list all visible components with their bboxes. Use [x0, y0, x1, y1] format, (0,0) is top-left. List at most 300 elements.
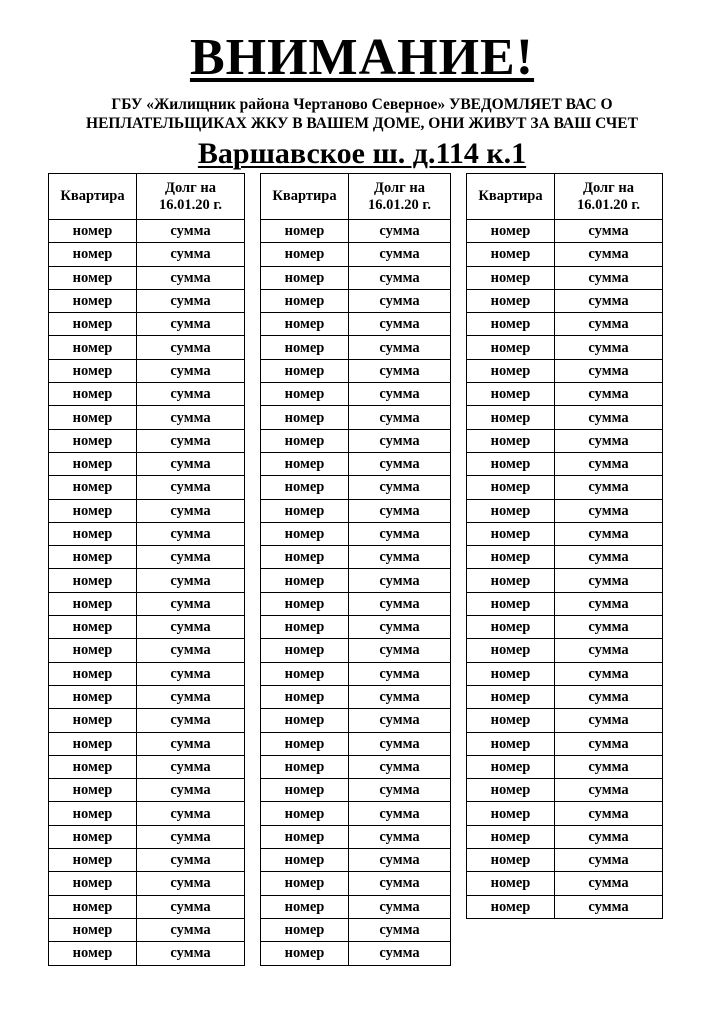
debt-cell: сумма: [349, 592, 451, 615]
apartment-cell: номер: [467, 825, 555, 848]
table-row: [467, 755, 663, 778]
debt-cell: сумма: [349, 336, 451, 359]
apartment-cell: номер: [49, 662, 137, 685]
apartment-cell: номер: [467, 616, 555, 639]
table-row: [261, 359, 451, 382]
table-row: [49, 452, 245, 475]
debt-cell: сумма: [137, 662, 245, 685]
apartment-cell: номер: [467, 499, 555, 522]
debt-cell: сумма: [555, 406, 663, 429]
apartment-cell: номер: [467, 476, 555, 499]
table-row: [467, 825, 663, 848]
table-row: [49, 616, 245, 639]
table-header-row: [261, 174, 451, 220]
debt-cell: сумма: [137, 942, 245, 965]
apartment-cell: номер: [261, 499, 349, 522]
apartment-cell: номер: [49, 616, 137, 639]
debt-cell: сумма: [137, 429, 245, 452]
table-row: [467, 383, 663, 406]
apartment-cell: номер: [261, 476, 349, 499]
debt-cell: сумма: [555, 802, 663, 825]
debt-cell: сумма: [349, 266, 451, 289]
debt-cell: сумма: [555, 685, 663, 708]
table-row: [49, 802, 245, 825]
table-row: [467, 849, 663, 872]
table-row: [467, 266, 663, 289]
table-row: [261, 569, 451, 592]
table-row: [261, 779, 451, 802]
page-title: [0, 30, 724, 86]
table-row: [49, 779, 245, 802]
apartment-cell: номер: [467, 709, 555, 732]
apartment-cell: номер: [49, 243, 137, 266]
debt-cell: сумма: [137, 895, 245, 918]
table-row: [467, 569, 663, 592]
apartment-cell: номер: [261, 802, 349, 825]
table-row: [261, 289, 451, 312]
apartment-cell: номер: [261, 732, 349, 755]
table-row: [467, 662, 663, 685]
debt-cell: сумма: [349, 522, 451, 545]
table-row: [261, 220, 451, 243]
apartment-cell: номер: [49, 220, 137, 243]
table-row: [49, 825, 245, 848]
debt-cell: сумма: [555, 616, 663, 639]
table-row: [467, 895, 663, 918]
debt-cell: сумма: [555, 452, 663, 475]
table-row: [261, 755, 451, 778]
apartment-cell: номер: [49, 406, 137, 429]
apartment-cell: номер: [49, 709, 137, 732]
debt-cell: сумма: [137, 616, 245, 639]
debt-cell: сумма: [555, 849, 663, 872]
notice-line-1: ГБУ «Жилищник района Чертаново Северное» УВЕДОМЛЯЕТ ВАС О: [111, 96, 613, 113]
debt-cell: сумма: [349, 406, 451, 429]
table-row: [49, 918, 245, 941]
apartment-cell: номер: [49, 289, 137, 312]
apartment-cell: номер: [49, 918, 137, 941]
debt-cell: сумма: [137, 289, 245, 312]
apartment-cell: номер: [467, 546, 555, 569]
debt-cell: сумма: [555, 895, 663, 918]
debt-cell: сумма: [349, 825, 451, 848]
debt-cell: сумма: [349, 452, 451, 475]
apartment-cell: номер: [467, 243, 555, 266]
table-row: [261, 616, 451, 639]
apartment-cell: номер: [49, 383, 137, 406]
debt-cell: сумма: [349, 639, 451, 662]
table-row: [261, 383, 451, 406]
table-header-row: [49, 174, 245, 220]
table-row: [467, 685, 663, 708]
table-row: [261, 499, 451, 522]
debt-cell: сумма: [137, 243, 245, 266]
apartment-cell: номер: [49, 313, 137, 336]
apartment-cell: номер: [261, 709, 349, 732]
apartment-cell: номер: [261, 383, 349, 406]
debt-cell: сумма: [555, 755, 663, 778]
apartment-cell: номер: [49, 895, 137, 918]
table-row: [261, 942, 451, 965]
apartment-cell: номер: [467, 266, 555, 289]
table-row: [49, 289, 245, 312]
apartment-column-header: Квартира: [49, 174, 137, 220]
table-row: [261, 476, 451, 499]
debt-cell: сумма: [349, 243, 451, 266]
table-row: [261, 522, 451, 545]
table-row: [261, 336, 451, 359]
debt-cell: сумма: [137, 313, 245, 336]
apartment-cell: номер: [49, 522, 137, 545]
table-row: [467, 452, 663, 475]
table-row: [49, 872, 245, 895]
debt-cell: сумма: [349, 732, 451, 755]
apartment-cell: номер: [467, 569, 555, 592]
debt-cell: сумма: [349, 662, 451, 685]
debt-column-header: Долг на 16.01.20 г.: [555, 174, 663, 220]
table-row: [49, 266, 245, 289]
debt-cell: сумма: [137, 569, 245, 592]
apartment-cell: номер: [261, 942, 349, 965]
apartment-cell: номер: [261, 755, 349, 778]
table-row: [49, 383, 245, 406]
debt-cell: сумма: [137, 476, 245, 499]
table-row: [261, 918, 451, 941]
debt-cell: сумма: [349, 849, 451, 872]
table-row: [49, 476, 245, 499]
debt-cell: сумма: [555, 639, 663, 662]
table-row: [49, 685, 245, 708]
debt-cell: сумма: [555, 313, 663, 336]
table-row: [261, 872, 451, 895]
apartment-cell: номер: [467, 289, 555, 312]
table-row: [49, 243, 245, 266]
debt-cell: сумма: [137, 732, 245, 755]
debt-cell: сумма: [349, 918, 451, 941]
table-row: [467, 732, 663, 755]
table-row: [49, 639, 245, 662]
table-row: [49, 336, 245, 359]
debt-cell: сумма: [555, 522, 663, 545]
page-title-text: ВНИМАНИЕ!: [189, 29, 535, 86]
debt-cell: сумма: [137, 546, 245, 569]
table-row: [467, 709, 663, 732]
apartment-cell: номер: [261, 429, 349, 452]
apartment-cell: номер: [49, 429, 137, 452]
debt-cell: сумма: [137, 499, 245, 522]
debt-cell: сумма: [349, 289, 451, 312]
debt-cell: сумма: [555, 220, 663, 243]
apartment-cell: номер: [467, 779, 555, 802]
apartment-cell: номер: [261, 639, 349, 662]
apartment-cell: номер: [49, 336, 137, 359]
debt-cell: сумма: [349, 546, 451, 569]
debtor-table-1: [48, 173, 245, 966]
table-header-row: [467, 174, 663, 220]
table-row: [261, 452, 451, 475]
debt-cell: сумма: [349, 942, 451, 965]
debt-cell: сумма: [137, 522, 245, 545]
apartment-cell: номер: [261, 546, 349, 569]
apartment-cell: номер: [467, 639, 555, 662]
apartment-cell: номер: [49, 452, 137, 475]
apartment-cell: номер: [49, 755, 137, 778]
table-row: [467, 220, 663, 243]
apartment-cell: номер: [261, 359, 349, 382]
debt-cell: сумма: [137, 755, 245, 778]
address-text: Варшавское ш. д.114 к.1: [197, 137, 527, 170]
debt-cell: сумма: [349, 383, 451, 406]
debt-cell: сумма: [137, 592, 245, 615]
debt-column-header: Долг на 16.01.20 г.: [137, 174, 245, 220]
apartment-cell: номер: [261, 662, 349, 685]
table-row: [467, 872, 663, 895]
apartment-cell: номер: [467, 755, 555, 778]
debt-cell: сумма: [555, 732, 663, 755]
table-row: [467, 359, 663, 382]
debt-cell: сумма: [555, 266, 663, 289]
table-row: [49, 709, 245, 732]
notice-line-2: НЕПЛАТЕЛЬЩИКАХ ЖКУ В ВАШЕМ ДОМЕ, ОНИ ЖИВУТ ЗА ВАШ СЧЕТ: [86, 115, 638, 132]
apartment-cell: номер: [467, 802, 555, 825]
apartment-cell: номер: [49, 872, 137, 895]
table-row: [261, 825, 451, 848]
apartment-cell: номер: [49, 592, 137, 615]
apartment-cell: номер: [467, 895, 555, 918]
apartment-cell: номер: [49, 825, 137, 848]
debt-cell: сумма: [137, 685, 245, 708]
apartment-cell: номер: [467, 522, 555, 545]
apartment-cell: номер: [467, 849, 555, 872]
table-row: [49, 546, 245, 569]
table-row: [467, 546, 663, 569]
apartment-cell: номер: [261, 289, 349, 312]
debt-cell: сумма: [137, 406, 245, 429]
debt-cell: сумма: [555, 359, 663, 382]
apartment-cell: номер: [261, 616, 349, 639]
debtor-table-2: [260, 173, 451, 966]
table-row: [467, 336, 663, 359]
debt-cell: сумма: [137, 849, 245, 872]
table-row: [261, 685, 451, 708]
apartment-cell: номер: [261, 685, 349, 708]
apartment-cell: номер: [261, 452, 349, 475]
debt-cell: сумма: [349, 872, 451, 895]
debt-cell: сумма: [555, 243, 663, 266]
debt-cell: сумма: [555, 336, 663, 359]
debt-cell: сумма: [555, 779, 663, 802]
apartment-cell: номер: [49, 266, 137, 289]
apartment-cell: номер: [49, 569, 137, 592]
table-row: [261, 895, 451, 918]
apartment-cell: номер: [49, 546, 137, 569]
apartment-column-header: Квартира: [261, 174, 349, 220]
debt-cell: сумма: [555, 592, 663, 615]
table-row: [49, 942, 245, 965]
debt-cell: сумма: [137, 383, 245, 406]
table-row: [49, 895, 245, 918]
debt-cell: сумма: [555, 383, 663, 406]
apartment-cell: номер: [467, 313, 555, 336]
table-row: [467, 779, 663, 802]
apartment-cell: номер: [49, 359, 137, 382]
apartment-cell: номер: [261, 895, 349, 918]
debt-cell: сумма: [349, 499, 451, 522]
table-row: [49, 569, 245, 592]
apartment-cell: номер: [49, 732, 137, 755]
debt-cell: сумма: [555, 662, 663, 685]
table-row: [261, 662, 451, 685]
table-row: [261, 849, 451, 872]
debt-cell: сумма: [349, 709, 451, 732]
apartment-cell: номер: [49, 849, 137, 872]
debt-cell: сумма: [137, 872, 245, 895]
table-row: [467, 499, 663, 522]
apartment-cell: номер: [49, 685, 137, 708]
table-row: [49, 499, 245, 522]
apartment-cell: номер: [261, 336, 349, 359]
debt-cell: сумма: [137, 709, 245, 732]
apartment-cell: номер: [467, 732, 555, 755]
table-row: [261, 802, 451, 825]
apartment-cell: номер: [261, 849, 349, 872]
debt-cell: сумма: [137, 336, 245, 359]
apartment-cell: номер: [261, 872, 349, 895]
table-row: [261, 639, 451, 662]
table-row: [261, 266, 451, 289]
table-row: [49, 220, 245, 243]
table-row: [467, 476, 663, 499]
debt-cell: сумма: [349, 359, 451, 382]
table-row: [261, 243, 451, 266]
table-row: [467, 616, 663, 639]
apartment-cell: номер: [49, 639, 137, 662]
table-row: [49, 406, 245, 429]
apartment-cell: номер: [261, 243, 349, 266]
table-row: [49, 662, 245, 685]
apartment-column-header: Квартира: [467, 174, 555, 220]
debt-cell: сумма: [555, 499, 663, 522]
debt-cell: сумма: [137, 802, 245, 825]
debt-cell: сумма: [349, 429, 451, 452]
debt-cell: сумма: [555, 429, 663, 452]
table-row: [261, 732, 451, 755]
debt-cell: сумма: [137, 359, 245, 382]
apartment-cell: номер: [49, 779, 137, 802]
debt-cell: сумма: [555, 289, 663, 312]
debt-cell: сумма: [349, 755, 451, 778]
table-row: [467, 429, 663, 452]
apartment-cell: номер: [49, 802, 137, 825]
apartment-cell: номер: [467, 872, 555, 895]
debt-cell: сумма: [349, 313, 451, 336]
apartment-cell: номер: [467, 359, 555, 382]
debt-cell: сумма: [137, 779, 245, 802]
apartment-cell: номер: [261, 220, 349, 243]
debt-cell: сумма: [349, 779, 451, 802]
apartment-cell: номер: [49, 499, 137, 522]
table-row: [49, 755, 245, 778]
debt-cell: сумма: [349, 685, 451, 708]
table-row: [467, 313, 663, 336]
table-row: [261, 709, 451, 732]
table-row: [467, 522, 663, 545]
table-row: [467, 243, 663, 266]
debt-cell: сумма: [137, 452, 245, 475]
apartment-cell: номер: [467, 452, 555, 475]
apartment-cell: номер: [467, 592, 555, 615]
debt-cell: сумма: [555, 872, 663, 895]
debt-cell: сумма: [349, 616, 451, 639]
address-heading: [0, 137, 724, 171]
debt-cell: сумма: [137, 266, 245, 289]
table-row: [49, 732, 245, 755]
table-row: [261, 592, 451, 615]
debt-cell: сумма: [137, 639, 245, 662]
table-row: [49, 849, 245, 872]
table-row: [467, 639, 663, 662]
apartment-cell: номер: [467, 429, 555, 452]
apartment-cell: номер: [467, 406, 555, 429]
table-row: [467, 406, 663, 429]
debt-cell: сумма: [555, 569, 663, 592]
table-row: [49, 592, 245, 615]
debt-cell: сумма: [349, 220, 451, 243]
table-row: [49, 359, 245, 382]
debt-cell: сумма: [137, 825, 245, 848]
apartment-cell: номер: [467, 220, 555, 243]
apartment-cell: номер: [467, 685, 555, 708]
debt-cell: сумма: [137, 220, 245, 243]
apartment-cell: номер: [261, 313, 349, 336]
debtor-table-3: [466, 173, 663, 919]
table-row: [49, 313, 245, 336]
table-row: [261, 313, 451, 336]
apartment-cell: номер: [261, 522, 349, 545]
table-row: [49, 429, 245, 452]
debt-cell: сумма: [555, 709, 663, 732]
apartment-cell: номер: [261, 779, 349, 802]
table-row: [261, 406, 451, 429]
table-row: [467, 289, 663, 312]
debt-cell: сумма: [349, 895, 451, 918]
apartment-cell: номер: [261, 918, 349, 941]
debt-cell: сумма: [555, 825, 663, 848]
apartment-cell: номер: [261, 406, 349, 429]
apartment-cell: номер: [261, 266, 349, 289]
table-row: [467, 802, 663, 825]
debt-cell: сумма: [137, 918, 245, 941]
apartment-cell: номер: [261, 569, 349, 592]
apartment-cell: номер: [49, 476, 137, 499]
apartment-cell: номер: [467, 336, 555, 359]
debt-cell: сумма: [555, 546, 663, 569]
debt-cell: сумма: [555, 476, 663, 499]
debt-cell: сумма: [349, 569, 451, 592]
debt-column-header: Долг на 16.01.20 г.: [349, 174, 451, 220]
table-row: [261, 546, 451, 569]
apartment-cell: номер: [261, 592, 349, 615]
apartment-cell: номер: [467, 383, 555, 406]
apartment-cell: номер: [261, 825, 349, 848]
debt-cell: сумма: [349, 476, 451, 499]
apartment-cell: номер: [49, 942, 137, 965]
debt-cell: сумма: [349, 802, 451, 825]
table-row: [49, 522, 245, 545]
apartment-cell: номер: [467, 662, 555, 685]
table-row: [467, 592, 663, 615]
table-row: [261, 429, 451, 452]
